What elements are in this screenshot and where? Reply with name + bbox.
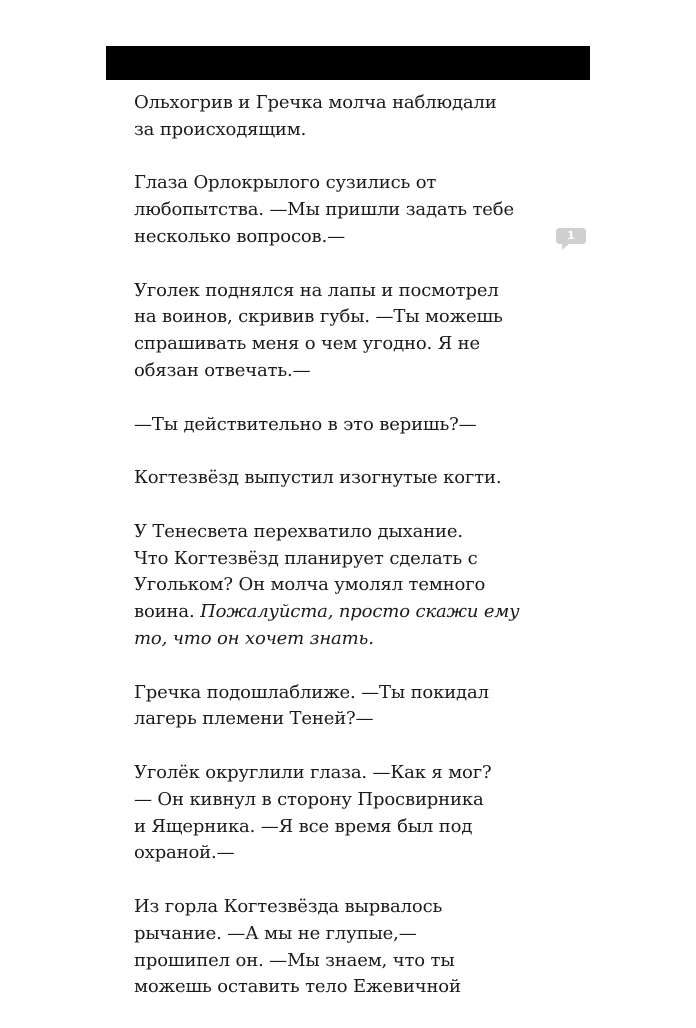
comment-count: 1	[567, 229, 575, 242]
text-line: любопытства. —Мы пришли задать тебе	[134, 199, 514, 221]
text-line: Уголёк округлили глаза. —Как я мог?	[134, 761, 492, 783]
text-line: и Ящерника. —Я все время был под	[134, 815, 473, 837]
paragraph-1	[134, 90, 554, 144]
text-line: за происходящим.	[134, 118, 307, 140]
text-line: Когтезвёзд выпустил изогнутые когти.	[134, 467, 502, 489]
text-line: прошипел он. —Мы знаем, что ты	[134, 949, 455, 971]
text-line: Ольхогрив и Гречка молча наблюдали	[134, 92, 497, 113]
text-line: Угольком? Он молча умолял темного	[134, 574, 486, 596]
text-line: спрашивать меня о чем угодно. Я не	[134, 333, 480, 355]
paragraph-7	[134, 680, 554, 734]
text-line: лагерь племени Теней?—	[134, 708, 374, 730]
paragraph-2	[134, 170, 554, 250]
text-line: Гречка подошлаближе. —Ты покидал	[134, 681, 489, 703]
paragraph-8	[134, 760, 554, 867]
text-line: обязан отвечать.—	[134, 359, 311, 381]
text-line: рычание. —А мы не глупые,—	[134, 922, 417, 944]
text-fragment-italic: Пожалуйста, просто скажи ему	[200, 601, 520, 623]
text-line: несколько вопросов.—	[134, 225, 345, 247]
reader-text-body	[134, 90, 554, 1028]
paragraph-3	[134, 278, 554, 385]
paragraph-5	[134, 465, 554, 492]
text-line: Что Когтезвёзд планирует сделать с	[134, 547, 478, 569]
text-line-italic: то, что он хочет знать.	[134, 627, 374, 649]
text-line: можешь оставить тело Ежевичной	[134, 976, 461, 998]
text-line: У Тенесвета перехватило дыхание.	[134, 520, 463, 542]
text-line: охраной.—	[134, 842, 235, 864]
text-line: —Ты действительно в это веришь?—	[134, 413, 477, 435]
text-fragment-plain: воина.	[134, 601, 201, 623]
text-line: на воинов, скривив губы. —Ты можешь	[134, 306, 503, 328]
paragraph-4	[134, 412, 554, 439]
text-line: — Он кивнул в сторону Просвирника	[134, 788, 484, 810]
paragraph-9	[134, 894, 554, 1001]
text-line: Глаза Орлокрылого сузились от	[134, 172, 437, 194]
top-black-bar	[106, 46, 590, 80]
text-line: Уголек поднялся на лапы и посмотрел	[134, 279, 499, 301]
text-line: Из горла Когтезвёзда вырвалось	[134, 895, 443, 917]
text-line-mixed	[134, 599, 554, 626]
comment-count-badge[interactable]	[556, 228, 586, 244]
paragraph-6	[134, 519, 554, 653]
